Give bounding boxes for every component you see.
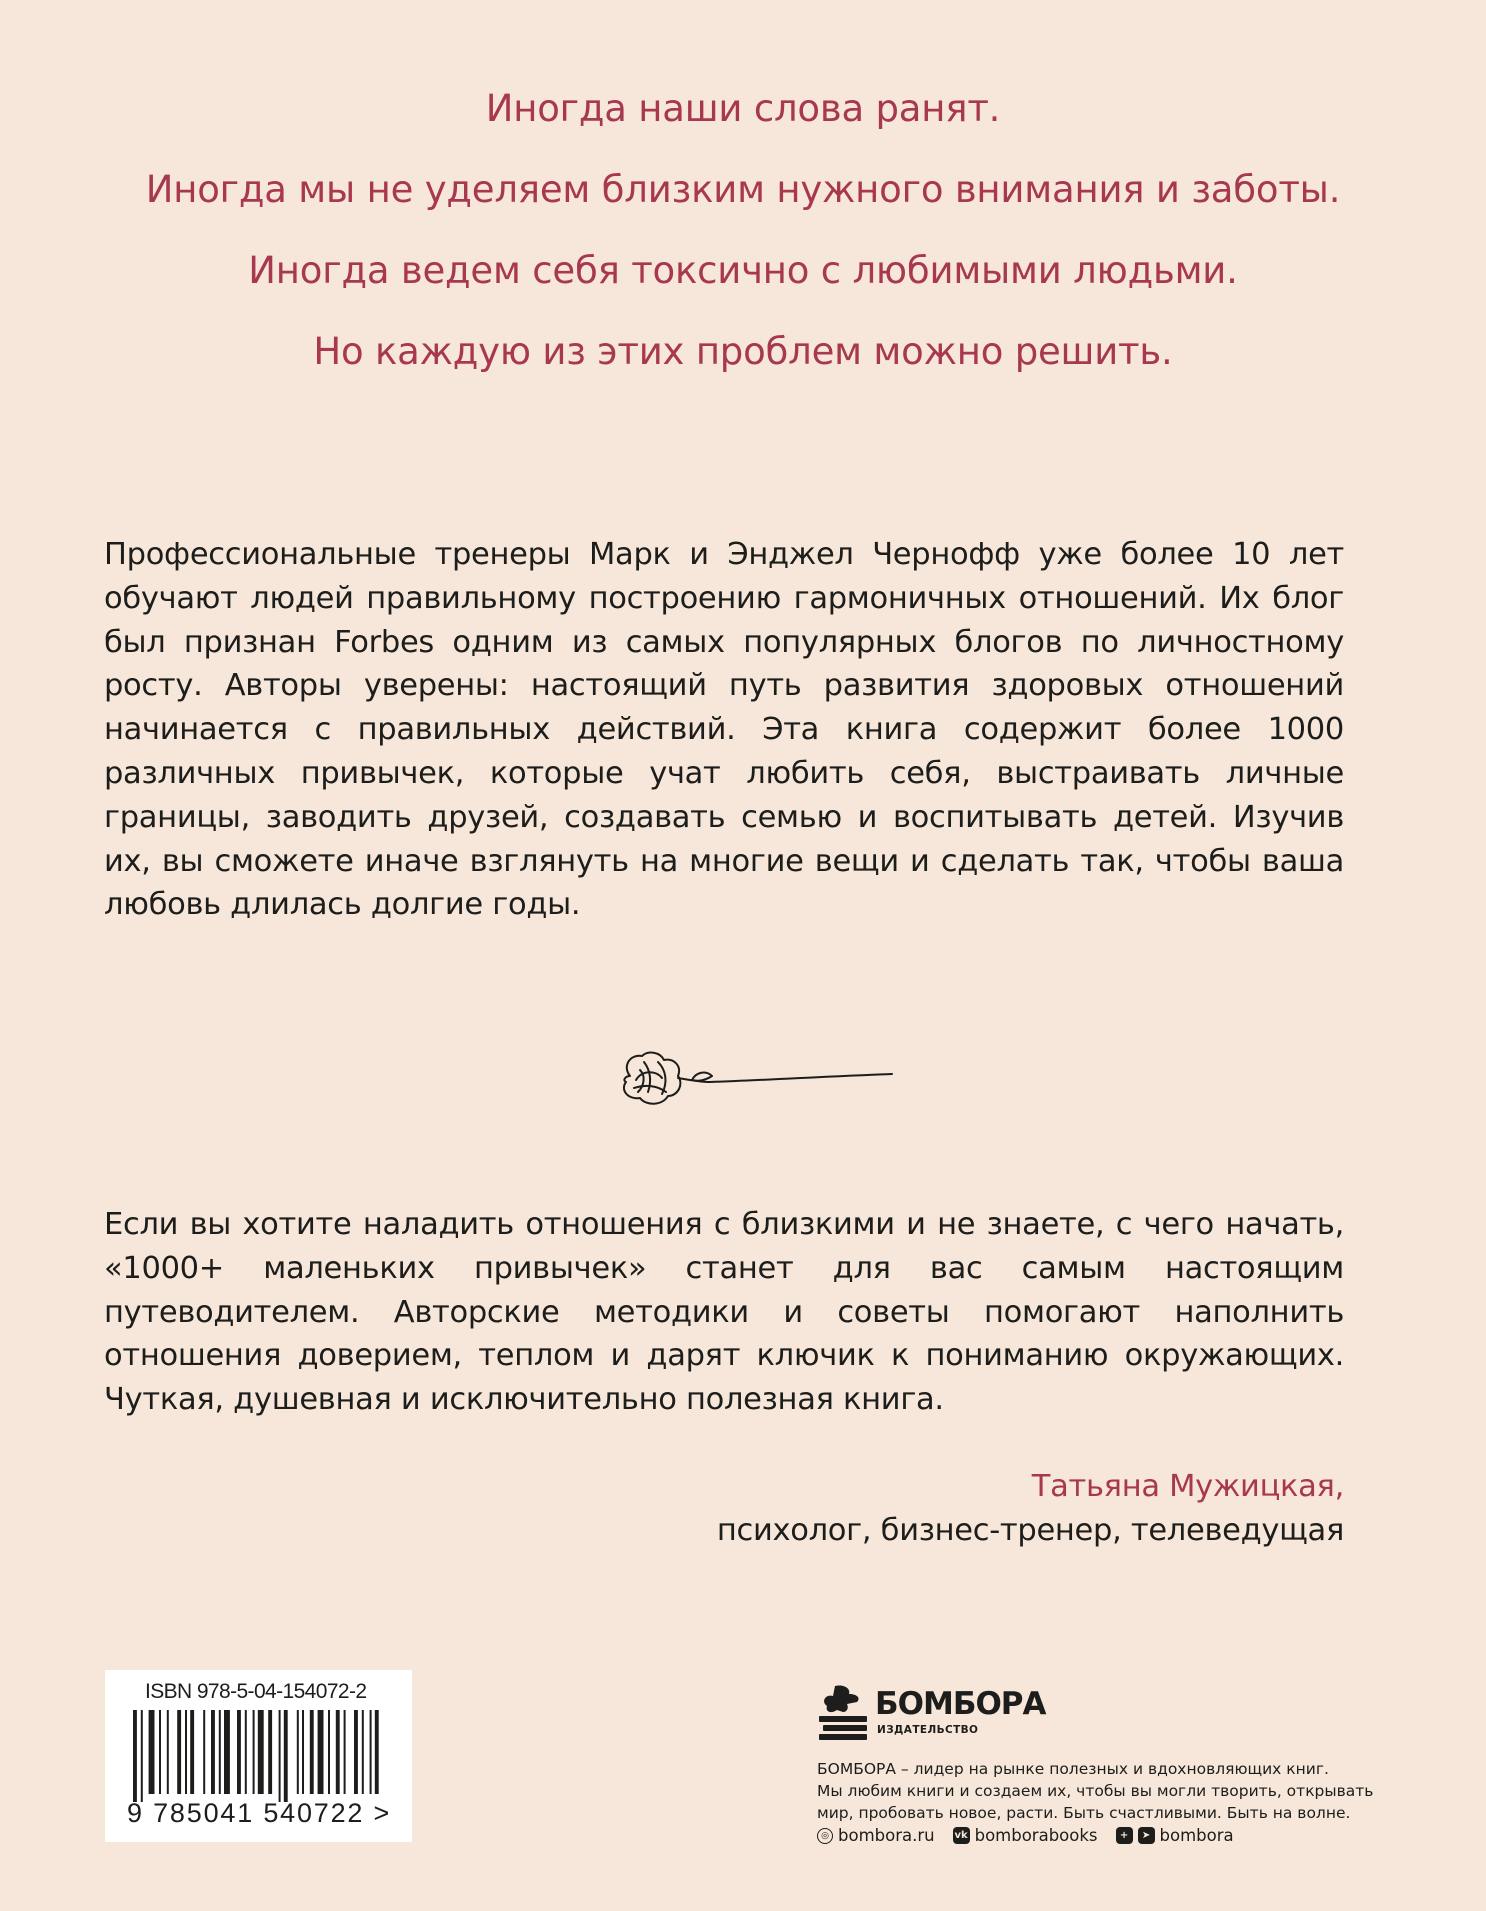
barcode-bar	[149, 1710, 155, 1794]
social-telegram-label: bombora	[1159, 1826, 1234, 1845]
tagline-4: Но каждую из этих проблем можно решить.	[313, 330, 1173, 373]
barcode-bar	[318, 1710, 324, 1794]
description-text: Профессиональные тренеры Марк и Энджел Чернофф уже более 10 лет обучают людей правильному построению гармоничных отношений. Их блог был признан Forbes одним из самых популярных блогов по личностному росту. Авторы уверены: настоящий путь развития здоровых отношений начинается с правильных действий. Эта книга содержит более 1000 различных привычек, которые учат любить себя, выстраивать личные границы, заводить друзей, создавать семью и воспитывать детей. Изучив их, вы сможете иначе взглянуть на многие вещи и сделать так, чтобы ваша любовь длилась долгие годы.	[104, 537, 1344, 923]
barcode-bar	[237, 1710, 241, 1794]
review-attribution	[717, 1465, 1344, 1553]
barcode-bar	[211, 1710, 215, 1794]
barcode-bar	[302, 1710, 304, 1794]
publisher-description-line: мир, пробовать новое, расти. Быть счастливыми. Быть на волне.	[817, 1804, 1351, 1822]
publisher-description-line: Мы любим книги и создаем их, чтобы вы могли творить, открывать	[817, 1782, 1374, 1800]
barcode-bar	[284, 1710, 288, 1802]
globe-icon: ◎	[817, 1828, 833, 1844]
telegram-icon: ➤	[1138, 1827, 1155, 1844]
barcode-bar	[354, 1710, 358, 1794]
barcode-bar	[344, 1710, 346, 1794]
barcode-bar	[336, 1710, 340, 1794]
barcode-bar	[328, 1710, 330, 1794]
barcode-bar	[190, 1710, 194, 1794]
rose-illustration	[600, 1040, 900, 1120]
social-telegram[interactable]	[1116, 1826, 1234, 1845]
barcode-bar	[370, 1710, 372, 1794]
vk-icon: vk	[953, 1827, 970, 1844]
publisher-socials	[817, 1826, 1252, 1845]
barcode-bar	[268, 1710, 272, 1794]
barcode-bars	[133, 1710, 383, 1802]
barcode-bar	[203, 1710, 205, 1794]
barcode-bar	[279, 1710, 281, 1802]
review	[104, 1203, 1344, 1422]
social-website[interactable]	[817, 1826, 935, 1845]
barcode-bar	[133, 1710, 137, 1802]
social-website-label: bombora.ru	[838, 1826, 935, 1845]
publisher-name: БОМБОРА	[875, 1686, 1046, 1722]
barcode-bar	[310, 1710, 314, 1794]
ean-digits: 9 785041 540722 >	[127, 1798, 392, 1828]
isbn-label: ISBN 978-5-04-154072-2	[145, 1680, 367, 1703]
barcode-bar	[258, 1710, 264, 1794]
barcode-bar	[167, 1710, 169, 1794]
tagline-3: Иногда ведем себя токсично с любимыми людьми.	[248, 249, 1238, 292]
barcode-bar	[141, 1710, 143, 1802]
barcode-bar	[219, 1710, 221, 1794]
barcode-bar	[297, 1710, 299, 1794]
social-vk[interactable]	[953, 1826, 1098, 1845]
taglines	[0, 87, 1486, 416]
barcode-bar	[362, 1710, 364, 1794]
barcode-bar	[159, 1710, 161, 1794]
barcode-bar	[185, 1710, 187, 1794]
barcode-bar	[253, 1710, 255, 1794]
barcode-bar	[224, 1710, 230, 1794]
barcode-bar	[177, 1710, 181, 1794]
barcode-bar	[375, 1710, 379, 1794]
review-text: Если вы хотите наладить отношения с близкими и не знаете, с чего начать, «1000+ маленьких привычек» станет для вас самым настоящим путеводителем. Авторские методики и советы помогают наполнить отношения доверием, теплом и дарят ключик к пониманию окружающих. Чуткая, душевная и исключительно полезная книга.	[104, 1207, 1344, 1418]
book-description	[104, 533, 1344, 927]
bombora-logo-icon	[817, 1682, 871, 1746]
publisher-description	[817, 1758, 1374, 1824]
review-author-role: психолог, бизнес-тренер, телеведущая	[716, 1513, 1344, 1548]
barcode-bar	[245, 1710, 247, 1794]
tagline-2: Иногда мы не уделяем близким нужного внимания и заботы.	[145, 168, 1341, 211]
social-vk-label: bomborabooks	[974, 1826, 1098, 1845]
barcode-block	[105, 1670, 412, 1842]
plus-icon: +	[1116, 1827, 1133, 1844]
publisher-description-line: БОМБОРА – лидер на рынке полезных и вдохновляющих книг.	[817, 1760, 1329, 1778]
review-author-name: Татьяна Мужицкая,	[1031, 1469, 1344, 1504]
tagline-1: Иногда наши слова ранят.	[485, 87, 1001, 130]
publisher-subtitle: ИЗДАТЕЛЬСТВО	[877, 1724, 979, 1736]
